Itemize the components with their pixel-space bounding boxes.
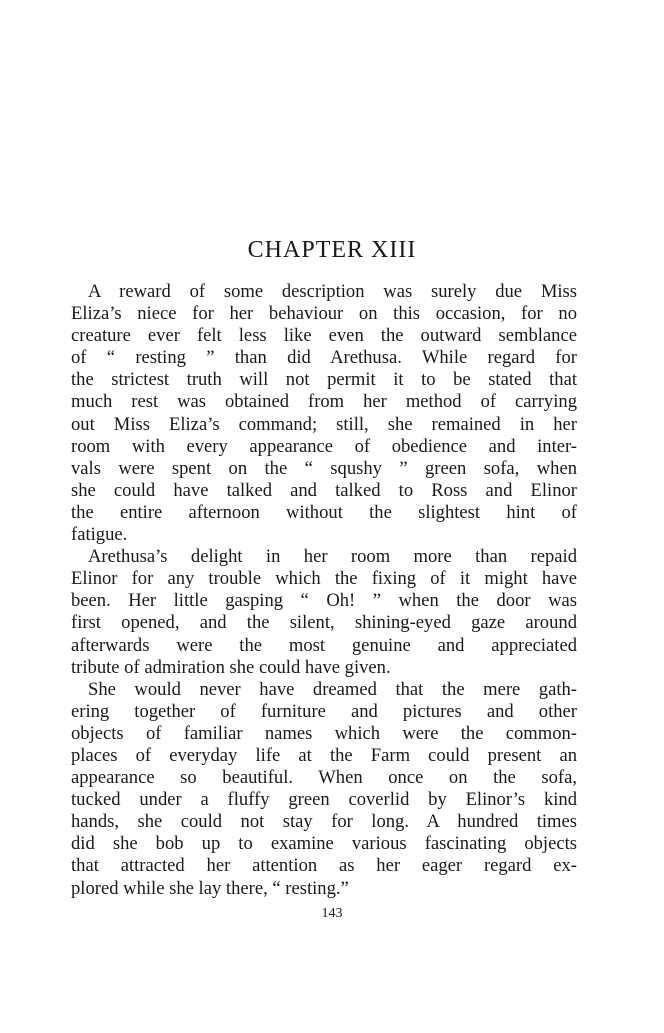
text-line: hands, she could not stay for long. A hundred times xyxy=(71,811,577,833)
text-line: Eliza’s niece for her behaviour on this occasion, for no xyxy=(71,303,577,325)
text-line: room with every appearance of obedience and inter- xyxy=(71,435,577,457)
chapter-body xyxy=(71,281,577,900)
text-line: the entire afternoon without the slightest hint of xyxy=(71,501,577,523)
text-line: vals were spent on the “ squshy ” green sofa, when xyxy=(71,457,577,479)
text-line: been. Her little gasping “ Oh! ” when the door was xyxy=(71,590,577,612)
text-line: much rest was obtained from her method of carrying xyxy=(71,391,577,413)
text-line: out Miss Eliza’s command; still, she remained in her xyxy=(71,413,577,435)
text-line: A reward of some description was surely due Miss xyxy=(88,281,577,302)
text-line: the strictest truth will not permit it to be stated that xyxy=(71,369,577,391)
text-line: ering together of furniture and pictures and other xyxy=(71,700,577,722)
chapter-title: CHAPTER XIII xyxy=(247,237,417,263)
text-line: She would never have dreamed that the mere gath- xyxy=(88,678,577,700)
text-line: places of everyday life at the Farm could present an xyxy=(71,744,577,766)
text-line: creature ever felt less like even the outward semblance xyxy=(71,325,577,347)
paragraph xyxy=(71,679,577,900)
text-line: Elinor for any trouble which the fixing of it might have xyxy=(71,568,577,590)
text-line: fatigue. xyxy=(71,524,128,546)
text-line: plored while she lay there, “ resting.” xyxy=(71,877,349,899)
paragraph xyxy=(71,546,577,679)
text-line: that attracted her attention as her eager regard ex- xyxy=(71,855,577,877)
page-number: 143 xyxy=(321,906,343,921)
text-line: tucked under a fluffy green coverlid by Elinor’s kind xyxy=(71,789,577,811)
text-line: afterwards were the most genuine and appreciated xyxy=(71,634,577,656)
text-line: of “ resting ” than did Arethusa. While regard for xyxy=(71,347,577,369)
text-line: did she bob up to examine various fascinating objects xyxy=(71,833,577,855)
text-line: tribute of admiration she could have given. xyxy=(71,656,391,678)
paragraph xyxy=(71,281,577,546)
text-line: she could have talked and talked to Ross and Elinor xyxy=(71,479,577,501)
text-line: first opened, and the silent, shining-eyed gaze around xyxy=(71,612,577,634)
text-line: Arethusa’s delight in her room more than repaid xyxy=(88,546,577,568)
text-line: appearance so beautiful. When once on the sofa, xyxy=(71,767,577,789)
text-line: objects of familiar names which were the common- xyxy=(71,722,577,744)
